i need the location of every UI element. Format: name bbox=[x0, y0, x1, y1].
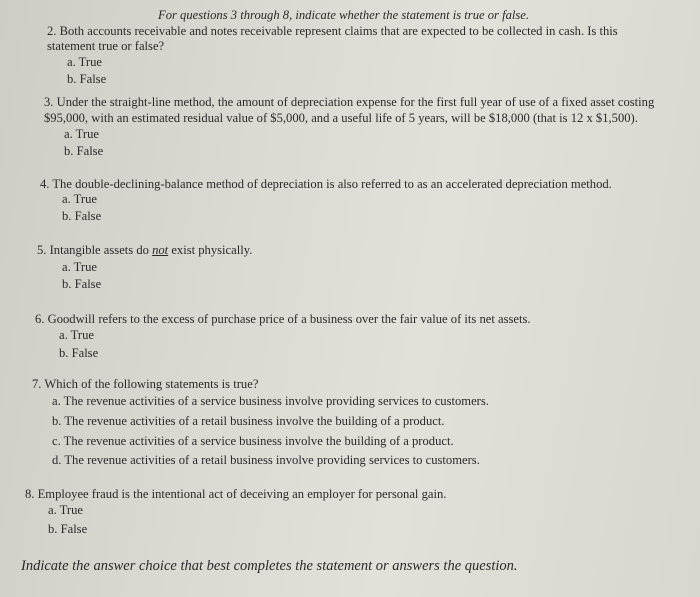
question-8-option-a: a. True bbox=[48, 503, 83, 517]
question-2-text: 2. Both accounts receivable and notes receivable represent claims that are expected to be collected in cash. Is this bbox=[47, 24, 618, 38]
question-3-text: 3. Under the straight-line method, the amount of depreciation expense for the first full year of use of a fixed asset costing bbox=[44, 95, 655, 109]
question-7-text: 7. Which of the following statements is true? bbox=[32, 377, 259, 391]
question-6-option-b: b. False bbox=[59, 346, 99, 360]
question-5-text-start: 5. Intangible assets do bbox=[37, 243, 153, 257]
question-3-option-a: a. True bbox=[64, 127, 99, 141]
question-2-text-cont: statement true or false? bbox=[47, 39, 165, 53]
question-5-text-end: exist physically. bbox=[168, 243, 253, 257]
question-8-option-b: b. False bbox=[48, 522, 88, 536]
question-7-option-a: a. The revenue activities of a service business involve providing services to customers. bbox=[52, 394, 489, 408]
question-3-text-cont: $95,000, with an estimated residual value of $5,000, and a useful life of 5 years, will be $18,000 (that is 12 x $1,500). bbox=[44, 111, 638, 125]
question-2-option-b: b. False bbox=[67, 72, 107, 86]
question-2-option-a: a. True bbox=[67, 55, 102, 69]
question-7-option-c: c. The revenue activities of a service business involve the building of a product. bbox=[52, 434, 454, 448]
question-4-option-a: a. True bbox=[62, 192, 97, 206]
question-3-option-b: b. False bbox=[64, 144, 104, 158]
question-7-option-d: d. The revenue activities of a retail business involve providing services to customers. bbox=[52, 453, 480, 467]
question-5-option-b: b. False bbox=[62, 277, 102, 291]
question-6-option-a: a. True bbox=[59, 328, 94, 342]
question-8-text: 8. Employee fraud is the intentional act of deceiving an employer for personal gain. bbox=[25, 487, 447, 501]
section-instructions: Indicate the answer choice that best completes the statement or answers the question. bbox=[21, 558, 518, 574]
question-5-text bbox=[37, 243, 252, 258]
question-4-option-b: b. False bbox=[62, 209, 102, 223]
question-7-option-b: b. The revenue activities of a retail business involve the building of a product. bbox=[52, 414, 445, 428]
instructions-header: For questions 3 through 8, indicate whether the statement is true or false. bbox=[158, 8, 530, 22]
question-5-option-a: a. True bbox=[62, 260, 97, 274]
question-4-text: 4. The double-declining-balance method of depreciation is also referred to as an accelerated depreciation method. bbox=[40, 177, 612, 191]
question-6-text: 6. Goodwill refers to the excess of purchase price of a business over the fair value of its net assets. bbox=[35, 312, 531, 326]
question-5-emphasis: not bbox=[152, 243, 169, 257]
